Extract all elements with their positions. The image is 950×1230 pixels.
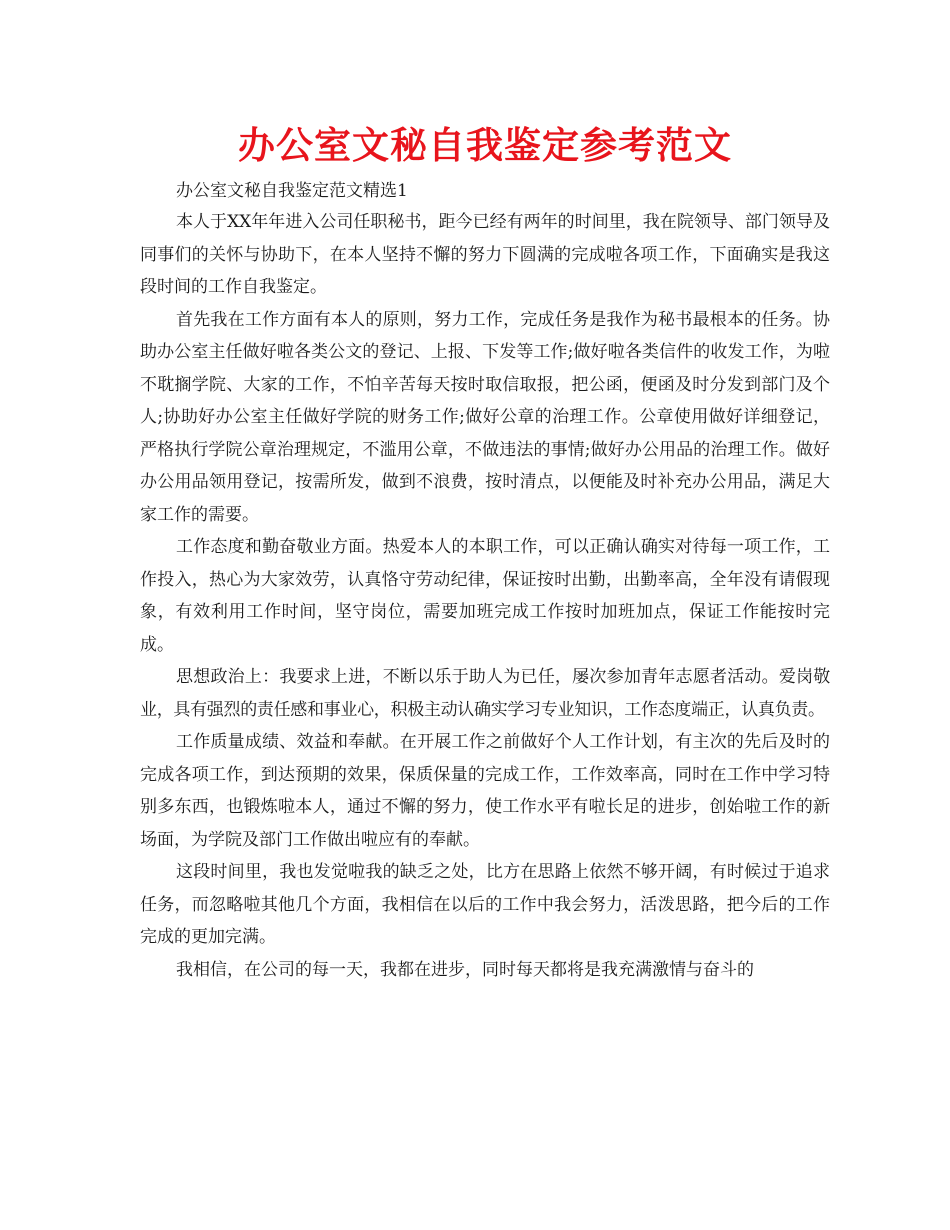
paragraph-closing: 我相信，在公司的每一天，我都在进步，同时每天都将是我充满激情与奋斗的: [176, 959, 754, 980]
document-body: [140, 206, 830, 986]
document-page: [140, 118, 830, 986]
paragraph-work-principles: 首先我在工作方面有本人的原则，努力工作，完成任务是我作为秘书最根本的任务。协助办公室主任做好啦各类公文的登记、上报、下发等工作;做好啦各类信件的收发工作，为啦不耽搁学院、大家的工作，不怕辛苦每天按时取信取报，把公函，便函及时分发到部门及个人;协助好办公室主任做好学院的财务工作;做好公章的治理工作。公章使用做好详细登记，严格执行学院公章治理规定，不滥用公章，不做违法的事情;做好办公用品的治理工作。做好办公用品领用登记，按需所发，做到不浪费，按时清点，以便能及时补充办公用品，满足大家工作的需要。: [140, 309, 830, 525]
paragraph-work-attitude: 工作态度和勤奋敬业方面。热爱本人的本职工作，可以正确认确实对待每一项工作，工作投入，热心为大家效劳，认真恪守劳动纪律，保证按时出勤，出勤率高，全年没有请假现象，有效利用工作时间，坚守岗位，需要加班完成工作按时加班加点，保证工作能按时完成。: [140, 537, 830, 655]
paragraph-political-thought: 思想政治上：我要求上进，不断以乐于助人为已任，屡次参加青年志愿者活动。爱岗敬业，具有强烈的责任感和事业心，积极主动认确实学习专业知识，工作态度端正，认真负责。: [140, 667, 830, 720]
document-subtitle: 办公室文秘自我鉴定范文精选1: [176, 181, 408, 201]
document-title: 办公室文秘自我鉴定参考范文: [238, 124, 732, 167]
paragraph-work-quality: 工作质量成绩、效益和奉献。在开展工作之前做好个人工作计划，有主次的先后及时的完成各项工作，到达预期的效果，保质保量的完成工作，工作效率高，同时在工作中学习特别多东西，也锻炼啦本人，通过不懈的努力，使工作水平有啦长足的进步，创始啦工作的新场面，为学院及部门工作做出啦应有的奉献。: [140, 732, 830, 850]
paragraph-intro: 本人于XX年年进入公司任职秘书，距今已经有两年的时间里，我在院领导、部门领导及同事们的关怀与协助下，在本人坚持不懈的努力下圆满的完成啦各项工作，下面确实是我这段时间的工作自我鉴定。: [140, 212, 830, 297]
paragraph-shortcomings: 这段时间里，我也发觉啦我的缺乏之处，比方在思路上依然不够开阔，有时候过于追求任务，而忽略啦其他几个方面，我相信在以后的工作中我会努力，活泼思路，把今后的工作完成的更加完满。: [140, 862, 830, 947]
